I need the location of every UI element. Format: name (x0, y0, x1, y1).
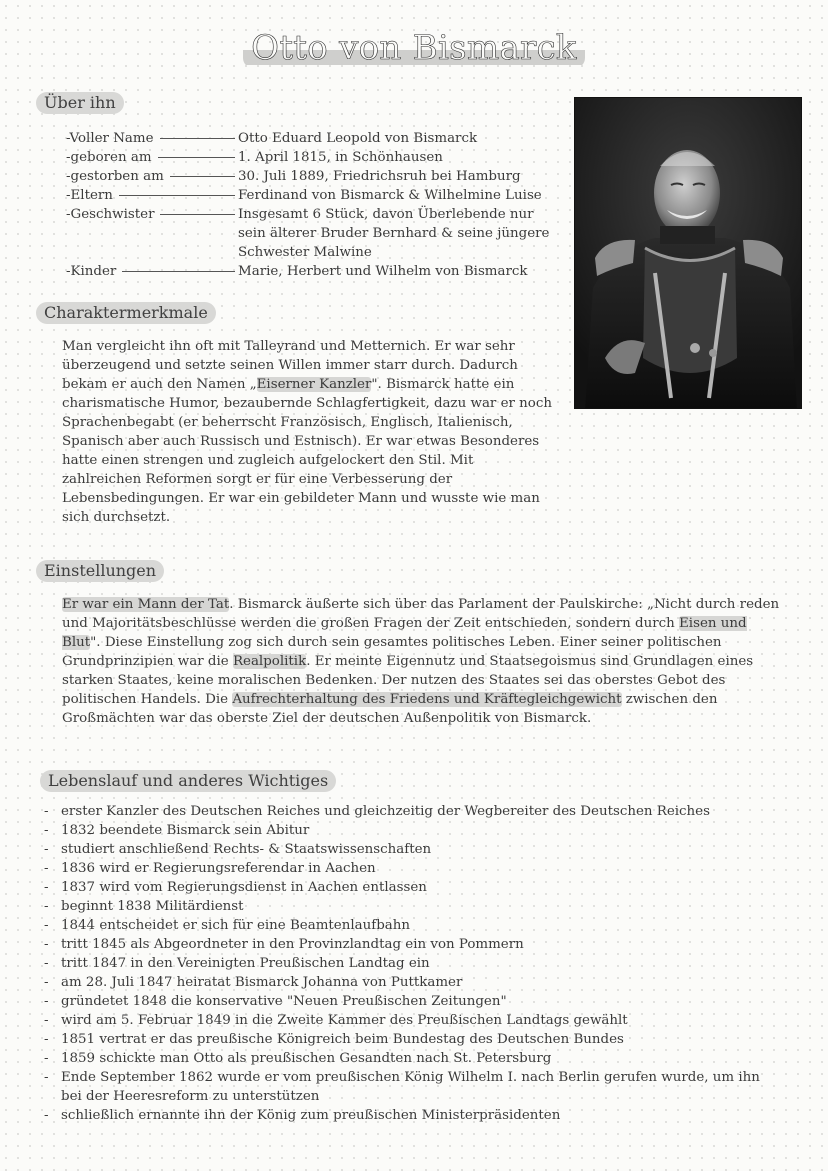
fact-label: -geboren am (66, 150, 152, 165)
list-item (44, 859, 784, 878)
bullet-dash: - (44, 1013, 49, 1028)
list-item-text: tritt 1847 in den Vereinigten Preußischen Landtag ein (61, 956, 430, 971)
list-item-text: schließlich ernannte ihn der König zum preußischen Ministerpräsidenten (61, 1108, 561, 1123)
text: ". Bismarck hatte ein charismatische Humor, bezaubernde Schlagfertigkeit, dazu war er noch Sprachenbegabt (er beherrscht Französisch, Englisch, Italienisch, Spanisch aber auch Russisch und Estnisch). Er war etwas Besonderes hatte einen strengen und zugleich aufgelockert den Stil. Mit zahlreichen Reformen sorgt er für eine Verbesserung der Lebensbedingungen. Er war ein gebildeter Mann und wusste wie man sich durchsetzt. (62, 377, 552, 525)
fact-label: -Geschwister (66, 207, 155, 222)
fact-label: -Kinder (66, 264, 117, 279)
list-item (44, 1106, 784, 1125)
views-paragraph (62, 595, 784, 728)
list-item-text: 1859 schickte man Otto als preußischen Gesandten nach St. Petersburg (61, 1051, 552, 1066)
list-item (44, 802, 784, 821)
list-item (44, 878, 784, 897)
fact-label: -gestorben am (66, 169, 164, 184)
bullet-dash: - (44, 899, 49, 914)
fact-row (66, 129, 556, 148)
bullet-dash: - (44, 880, 49, 895)
list-item (44, 935, 784, 954)
connector-line (170, 176, 235, 177)
highlight-realpolitik: Realpolitik (232, 654, 307, 669)
life-list (44, 802, 784, 1125)
text: . Bismarck äußerte sich über das Parlament der Paulskirche: „Nicht durch reden und Majoritätsbeschlüsse werden die großen Fragen der Zeit entschieden, sondern durch (62, 597, 780, 631)
facts-list (66, 129, 556, 281)
fact-value: Insgesamt 6 Stück, davon Überlebende nur sein älterer Bruder Bernhard & seine jüngere Schwester Malwine (238, 207, 550, 260)
list-item (44, 1011, 784, 1030)
text: zwischen den Großmächten war das oberste Ziel der deutschen Außenpolitik von Bismarck. (62, 692, 718, 726)
fact-row (66, 205, 556, 262)
list-item-text: 1832 beendete Bismarck sein Abitur (61, 823, 310, 838)
highlight-friedens-gleichgewicht: Aufrechterhaltung des Friedens und Kräftegleichgewicht (232, 692, 622, 707)
text: Man vergleicht ihn oft mit Talleyrand und Metternich. Er war sehr überzeugend und setzte seinen Willen immer starr durch. Dadurch bekam er auch den Namen „ (62, 339, 518, 392)
connector-line (160, 214, 235, 215)
list-item (44, 821, 784, 840)
character-paragraph (62, 337, 552, 527)
list-item (44, 973, 784, 992)
bullet-dash: - (44, 804, 49, 819)
fact-label-wrap (66, 148, 238, 167)
fact-label-wrap (66, 129, 238, 148)
bullet-dash: - (44, 918, 49, 933)
connector-line (158, 157, 235, 158)
list-item-text: studiert anschließend Rechts- & Staatswissenschaften (61, 842, 432, 857)
list-item-text: gründetet 1848 die konservative "Neuen Preußischen Zeitungen" (61, 994, 507, 1009)
list-item (44, 916, 784, 935)
portrait-illustration (575, 98, 802, 409)
highlight-mann-der-tat: Er war ein Mann der Tat (62, 597, 230, 612)
heading-views: Einstellungen (36, 560, 164, 582)
fact-label-wrap (66, 167, 238, 186)
bullet-dash: - (44, 1070, 49, 1085)
page-title-wrap (0, 28, 828, 68)
text: . Er meinte Eigennutz und Staatsegoismus sind Grundlagen eines starken Staates, keine moralischen Bedenken. Der nutzen des Staates sei das oberstes Gebot des politischen Handels. Die (62, 654, 754, 707)
list-item (44, 897, 784, 916)
text: ". Diese Einstellung zog sich durch sein gesamtes politisches Leben. Einer seiner politischen Grundprinzipien war die (62, 635, 722, 669)
list-item-text: tritt 1845 als Abgeordneter in den Provinzlandtag ein von Pommern (61, 937, 524, 952)
list-item-text: 1844 entscheidet er sich für eine Beamtenlaufbahn (61, 918, 410, 933)
highlight-eiserner-kanzler: Eiserner Kanzler (256, 377, 372, 392)
fact-label-wrap (66, 186, 238, 205)
list-item (44, 1030, 784, 1049)
list-item (44, 954, 784, 973)
bullet-dash: - (44, 956, 49, 971)
connector-line (119, 195, 235, 196)
page-title: Otto von Bismarck (243, 28, 585, 68)
fact-label: -Voller Name (66, 131, 154, 146)
fact-row (66, 186, 556, 205)
list-item-text: 1836 wird er Regierungsreferendar in Aachen (61, 861, 376, 876)
bullet-dash: - (44, 823, 49, 838)
connector-line (160, 138, 235, 139)
fact-label: -Eltern (66, 188, 113, 203)
bullet-dash: - (44, 994, 49, 1009)
fact-label-wrap (66, 205, 238, 224)
heading-about: Über ihn (36, 92, 124, 114)
heading-life: Lebenslauf und anderes Wichtiges (40, 770, 336, 792)
bullet-dash: - (44, 1051, 49, 1066)
connector-line (122, 271, 235, 272)
list-item-text: Ende September 1862 wurde er vom preußischen König Wilhelm I. nach Berlin gerufen wurde, um ihn bei der Heeresreform zu unterstützen (61, 1070, 760, 1104)
list-item-text: erster Kanzler des Deutschen Reiches und gleichzeitig der Wegbereiter des Deutschen Reiches (61, 804, 710, 819)
list-item-text: 1851 vertrat er das preußische Königreich beim Bundestag des Deutschen Bundes (61, 1032, 624, 1047)
list-item (44, 992, 784, 1011)
fact-row (66, 167, 556, 186)
fact-label-wrap (66, 262, 238, 281)
fact-value: 1. April 1815, in Schönhausen (238, 150, 443, 165)
bullet-dash: - (44, 1032, 49, 1047)
fact-row (66, 148, 556, 167)
bullet-dash: - (44, 1108, 49, 1123)
portrait-photo (574, 97, 802, 409)
fact-value: 30. Juli 1889, Friedrichsruh bei Hamburg (238, 169, 521, 184)
bullet-dash: - (44, 861, 49, 876)
fact-value: Marie, Herbert und Wilhelm von Bismarck (238, 264, 528, 279)
heading-character: Charaktermerkmale (36, 302, 216, 324)
highlight-eisen-und-blut: Eisen und Blut (62, 616, 747, 650)
bullet-dash: - (44, 975, 49, 990)
list-item-text: wird am 5. Februar 1849 in die Zweite Kammer des Preußischen Landtags gewählt (61, 1013, 628, 1028)
list-item (44, 1049, 784, 1068)
list-item-text: 1837 wird vom Regierungsdienst in Aachen entlassen (61, 880, 427, 895)
list-item (44, 1068, 784, 1106)
bullet-dash: - (44, 937, 49, 952)
fact-value: Ferdinand von Bismarck & Wilhelmine Luise (238, 188, 542, 203)
bullet-dash: - (44, 842, 49, 857)
list-item-text: beginnt 1838 Militärdienst (61, 899, 244, 914)
fact-value: Otto Eduard Leopold von Bismarck (238, 131, 478, 146)
list-item (44, 840, 784, 859)
list-item-text: am 28. Juli 1847 heiratat Bismarck Johanna von Puttkamer (61, 975, 463, 990)
fact-row (66, 262, 556, 281)
